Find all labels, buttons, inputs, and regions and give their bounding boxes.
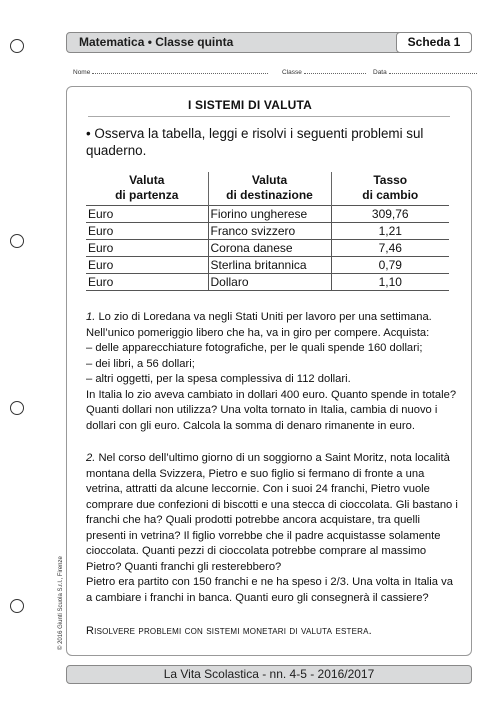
class-label: Classe — [282, 69, 302, 76]
list-item: – dei libri, a 56 dollari; — [86, 357, 195, 370]
problem-text: Lo zio di Loredana va negli Stati Uniti per lavoro per una settimana. — [98, 311, 432, 323]
problem-number: 1. — [86, 311, 96, 323]
class-field — [282, 68, 366, 76]
table-cell: Fiorino ungherese — [208, 206, 331, 223]
problem-2 — [86, 451, 462, 606]
table-cell: Euro — [86, 257, 208, 274]
table-cell: Euro — [86, 223, 208, 240]
table-row — [86, 206, 449, 223]
table-cell: 0,79 — [331, 257, 449, 274]
table-row — [86, 257, 449, 274]
table-cell: Euro — [86, 240, 208, 257]
column-header: Valuta di destinazione — [208, 172, 331, 206]
table-cell: Franco svizzero — [208, 223, 331, 240]
problem-text: Nel corso dell’ultimo giorno di un soggiorno a Saint Moritz, nota località montana della Svizzera, Pietro e suo figlio si fermano di fronte a una vetrina, attratti da alcune leccornie. Con i suoi 24 franchi, Pietro vuole comprare due confezioni di biscotti e una stecca di cioccolata. Gli bastano i franchi che ha? Quali prodotti potrebbe ancora acquistare, tra quelli presenti in vetrina? Il figlio vorrebbe che il padre acquistasse solamente cioccolata. Quanti pezzi di cioccolata potrebbe comprare al massimo Pietro? Quanti franchi gli resterebbero? — [86, 452, 458, 573]
table-cell: Euro — [86, 274, 208, 291]
table-cell: 1,21 — [331, 223, 449, 240]
binder-hole — [10, 39, 24, 53]
table-cell: 7,46 — [331, 240, 449, 257]
header-bar — [66, 32, 472, 53]
binder-hole — [10, 401, 24, 415]
problem-text: Pietro era partito con 150 franchi e ne ha speso i 2/3. Una volta in Italia va a cambiare i franchi in banca. Quanti euro gli consegnerà il cassiere? — [86, 576, 453, 604]
table-cell: 309,76 — [331, 206, 449, 223]
problem-number: 2. — [86, 452, 96, 464]
copyright-notice: © 2016 Giunti Scuola S.r.l., Firenze — [58, 556, 64, 650]
table-row — [86, 274, 449, 291]
title-divider — [88, 116, 450, 117]
table-row — [86, 223, 449, 240]
sheet-label: Scheda 1 — [396, 32, 472, 53]
instruction-text: • Osserva la tabella, leggi e risolvi i seguenti problemi sul quaderno. — [86, 126, 424, 158]
table-cell: Sterlina britannica — [208, 257, 331, 274]
name-label: Nome — [73, 69, 91, 76]
binder-hole — [10, 234, 24, 248]
exchange-rate-table — [86, 172, 449, 291]
date-label: Data — [373, 69, 387, 76]
problem-text: Nell’unico pomeriggio libero che ha, va in giro per compere. Acquista: — [86, 326, 430, 339]
table-cell: Corona danese — [208, 240, 331, 257]
list-item: – delle apparecchiature fotografiche, per le quali spende 160 dollari; — [86, 342, 423, 354]
table-header-row — [86, 172, 449, 206]
table-row — [86, 240, 449, 257]
page-title: I SISTEMI DI VALUTA — [187, 98, 313, 112]
binder-hole — [10, 599, 24, 613]
problem-1 — [86, 310, 462, 434]
problem-text: In Italia lo zio aveva cambiato in dollari 400 euro. Quanto spende in totale? Quanti dollari non utilizza? Una volta tornato in Italia, cambia di nuovo i dollari con gli euro. Calcola la somma di denaro rimanente in euro. — [86, 388, 457, 432]
name-field — [73, 68, 268, 76]
date-field — [373, 68, 477, 76]
table-cell: Dollaro — [208, 274, 331, 291]
column-header: Tasso di cambio — [331, 172, 449, 206]
footer-bar: La Vita Scolastica - nn. 4-5 - 2016/2017 — [66, 665, 472, 684]
learning-objective: Risolvere problemi con sistemi monetari di valuta estera. — [86, 625, 372, 637]
table-cell: Euro — [86, 206, 208, 223]
subject-title: Matematica • Classe quinta — [79, 35, 234, 49]
column-header: Valuta di partenza — [115, 173, 179, 202]
list-item: – altri oggetti, per la spesa complessiva di 112 dollari. — [86, 373, 351, 385]
table-cell: 1,10 — [331, 274, 449, 291]
